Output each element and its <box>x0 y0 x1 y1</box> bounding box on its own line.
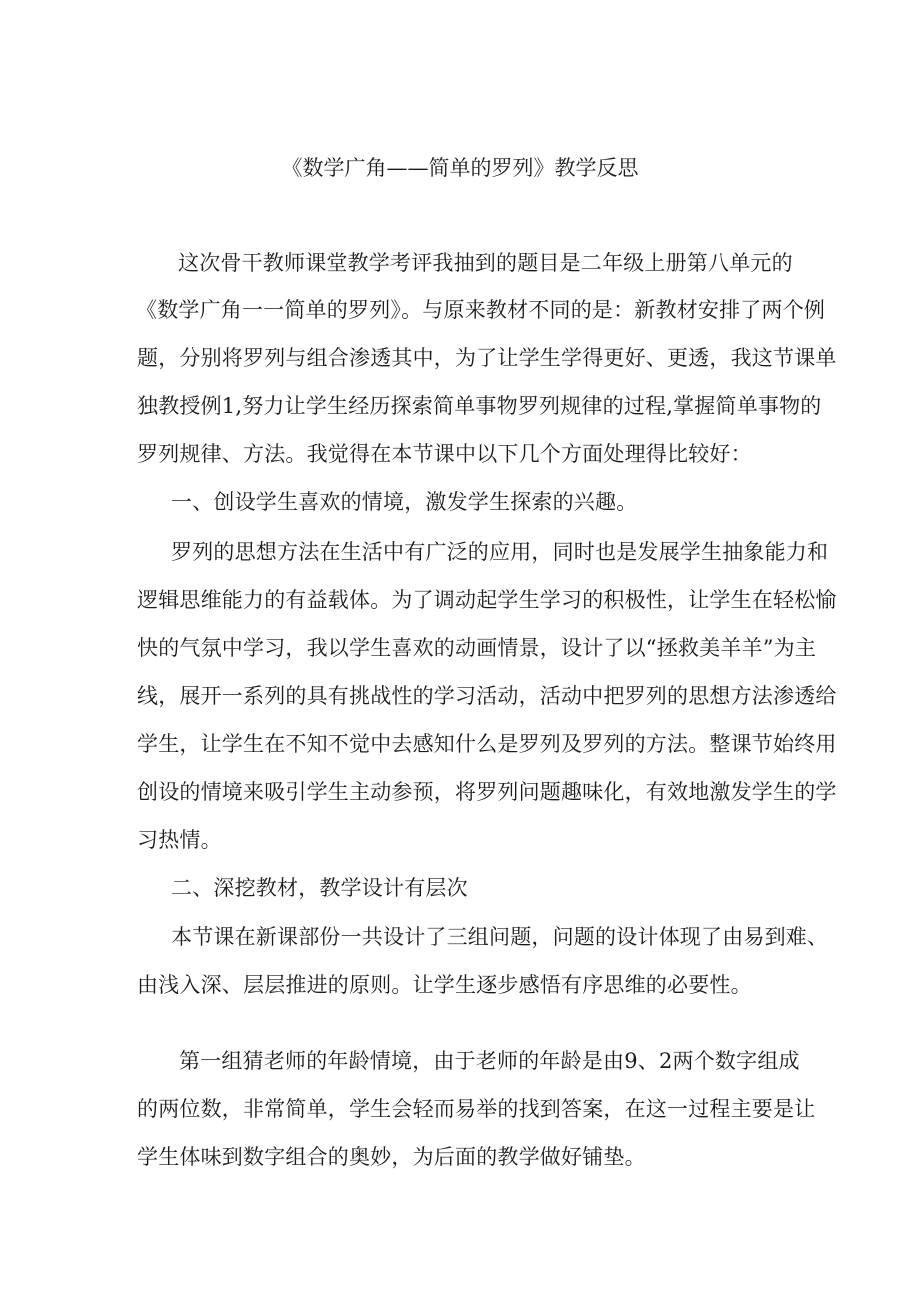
document-title: 《数学广角——简单的罗列》教学反思 <box>281 156 639 180</box>
section-heading-2: 二、深挖教材，教学设计有层次 <box>171 876 468 900</box>
paragraph-1-line-1: 这次骨干教师课堂教学考评我抽到的题目是二年级上册第八单元的 <box>178 251 793 275</box>
paragraph-3-line-1: 本节课在新课部份一共设计了三组问题，问题的设计体现了由易到难、 <box>171 925 829 949</box>
paragraph-4-line-1: 第一组猜老师的年龄情境，由于老师的年龄是由9、2两个数字组成 <box>179 1049 800 1073</box>
paragraph-2-line-2: 逻辑思维能力的有益载体。为了调动起学生学习的积极性，让学生在轻松愉 <box>137 588 837 612</box>
paragraph-2-line-5: 学生，让学生在不知不觉中去感知什么是罗列及罗列的方法。整课节始终用 <box>137 732 837 756</box>
paragraph-2-line-6: 创设的情境来吸引学生主动参预，将罗列问题趣味化，有效地激发学生的学 <box>137 780 837 804</box>
section-heading-1: 一、创设学生喜欢的情境，激发学生探索的兴趣。 <box>171 490 638 514</box>
paragraph-2-line-4: 线，展开一系列的具有挑战性的学习活动，活动中把罗列的思想方法渗透给 <box>137 684 837 708</box>
paragraph-2-line-7: 习热情。 <box>137 828 222 852</box>
paragraph-1-line-2: 《数学广角一一简单的罗列》。与原来教材不同的是：新教材安排了两个例 <box>136 298 826 322</box>
paragraph-3-line-2: 由浅入深、层层推进的原则。让学生逐步感悟有序思维的必要性。 <box>137 973 752 997</box>
paragraph-4-line-2: 的两位数，非常简单，学生会轻而易举的找到答案，在这一过程主要是让 <box>137 1097 816 1121</box>
paragraph-1-line-4: 独教授例1,努力让学生经历探索简单事物罗列规律的过程,掌握简单事物的 <box>137 394 822 418</box>
paragraph-2-line-1: 罗列的思想方法在生活中有广泛的应用，同时也是发展学生抽象能力和 <box>171 540 829 564</box>
paragraph-4-line-3: 学生体味到数字组合的奥妙，为后面的教学做好铺垫。 <box>137 1145 646 1169</box>
paragraph-1-line-3: 题，分别将罗列与组合渗透其中，为了让学生学得更好、更透，我这节课单 <box>137 346 837 370</box>
paragraph-2-line-3: 快的气氛中学习，我以学生喜欢的动画情景，设计了以“拯救美羊羊”为主 <box>137 636 817 660</box>
paragraph-1-line-5: 罗列规律、方法。我觉得在本节课中以下几个方面处理得比较好： <box>137 442 752 466</box>
